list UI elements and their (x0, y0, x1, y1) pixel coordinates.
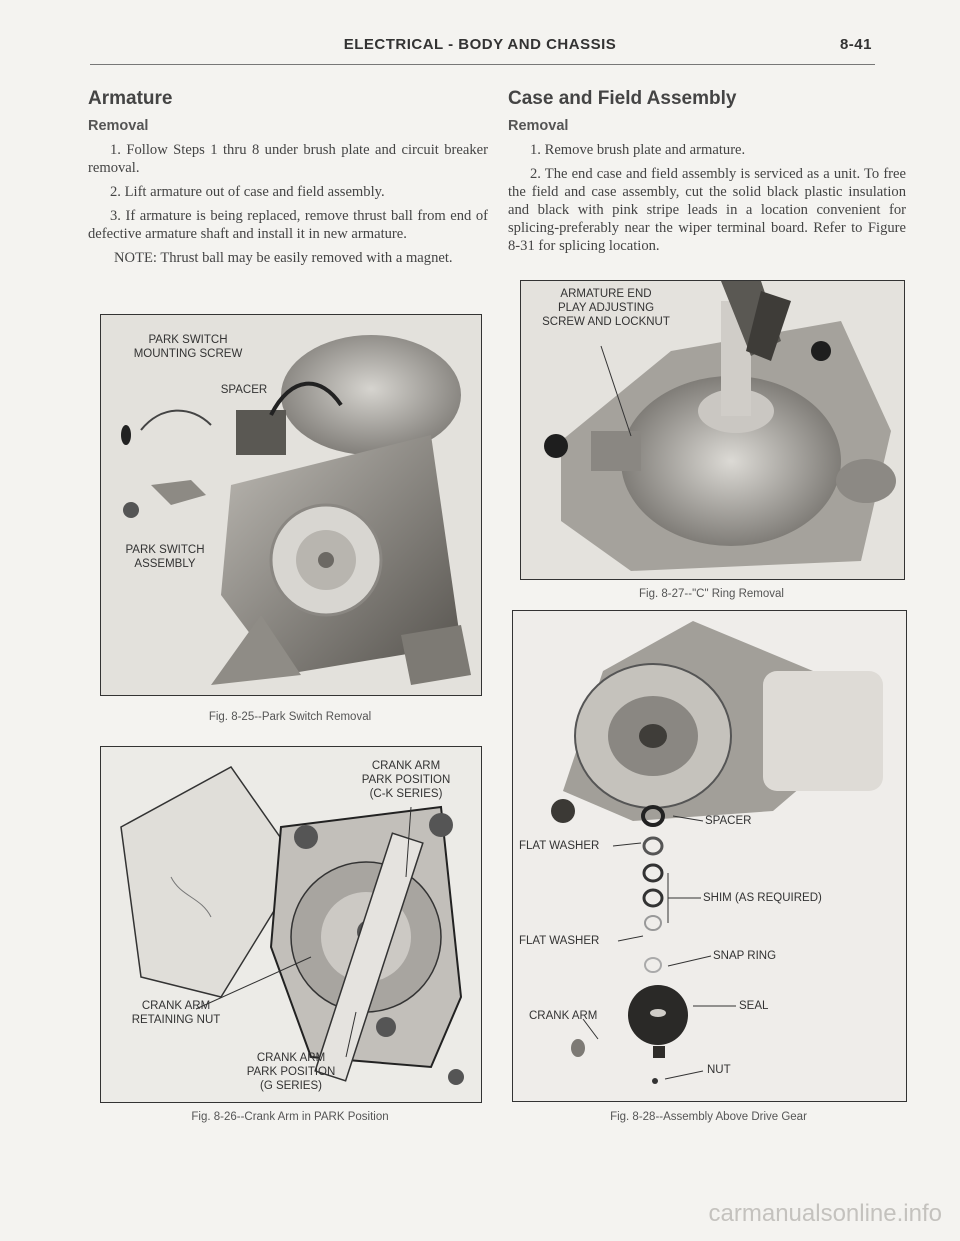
page-header (0, 36, 960, 53)
label-seal: SEAL (739, 1000, 769, 1012)
label-crank-arm-28: CRANK ARM (529, 1010, 598, 1022)
header-rule (90, 64, 875, 65)
left-note: NOTE: Thrust ball may be easily removed with a magnet. (114, 250, 453, 266)
park-switch-illustration (101, 315, 481, 695)
figure-crank-arm-park-position (100, 746, 482, 1103)
subheading-removal-left: Removal (88, 118, 149, 134)
label-shim: SHIM (AS REQUIRED) (703, 892, 822, 904)
section-heading-case-field: Case and Field Assembly (508, 88, 737, 109)
label-park-switch-assembly: PARK SWITCH ASSEMBLY (125, 544, 205, 570)
right-text-section (508, 88, 906, 261)
figure-c-ring-removal (520, 280, 905, 580)
label-spacer-28: SPACER (705, 815, 752, 827)
label-park-switch-mounting-screw: PARK SWITCH MOUNTING SCREW (133, 334, 243, 360)
label-spacer: SPACER (220, 384, 268, 396)
right-body (508, 141, 906, 255)
label-flat-washer-2: FLAT WASHER (519, 935, 600, 947)
left-body (88, 141, 488, 267)
drive-gear-assembly-illustration (513, 611, 906, 1101)
page-number: 8-41 (839, 36, 872, 53)
right-paragraph-2: 2. The end case and field assembly is serviced as a unit. To free the field and case assembly, cut the solid black plastic insulation and black with pink stripe leads in a location convenient for splicing-preferably near the wiper terminal board. Refer to Figure 8-31 for splicing location. (508, 166, 906, 254)
caption-fig-8-25: Fig. 8-25--Park Switch Removal (208, 711, 372, 723)
label-crank-arm-g: CRANK ARM PARK POSITION (G SERIES) (246, 1052, 336, 1092)
watermark: carmanualsonline.info (708, 1200, 942, 1227)
left-text-section (88, 88, 488, 273)
header-title: ELECTRICAL - BODY AND CHASSIS (343, 36, 617, 53)
caption-fig-8-27: Fig. 8-27--"C" Ring Removal (639, 588, 784, 600)
label-crank-arm-nut: CRANK ARM RETAINING NUT (131, 1000, 221, 1026)
caption-fig-8-26: Fig. 8-26--Crank Arm in PARK Position (191, 1111, 389, 1123)
figure-assembly-above-drive-gear (512, 610, 907, 1102)
left-paragraph-3: 3. If armature is being replaced, remove thrust ball from end of defective armature shaft and install it in new armature. (88, 208, 488, 242)
subheading-removal-right: Removal (508, 118, 569, 134)
label-armature-end-play-screw: ARMATURE END PLAY ADJUSTING SCREW AND LOCKNUT (542, 288, 670, 328)
caption-fig-8-28: Fig. 8-28--Assembly Above Drive Gear (610, 1111, 807, 1123)
label-crank-arm-ck: CRANK ARM PARK POSITION (C-K SERIES) (361, 760, 451, 800)
section-heading-armature: Armature (88, 88, 173, 109)
label-nut: NUT (707, 1064, 731, 1076)
right-paragraph-1: 1. Remove brush plate and armature. (530, 142, 746, 158)
figure-park-switch-removal (100, 314, 482, 696)
left-paragraph-1: 1. Follow Steps 1 thru 8 under brush plate and circuit breaker removal. (88, 142, 488, 176)
label-snap-ring: SNAP RING (713, 950, 777, 962)
left-paragraph-2: 2. Lift armature out of case and field assembly. (110, 184, 385, 200)
label-flat-washer-1: FLAT WASHER (519, 840, 600, 852)
